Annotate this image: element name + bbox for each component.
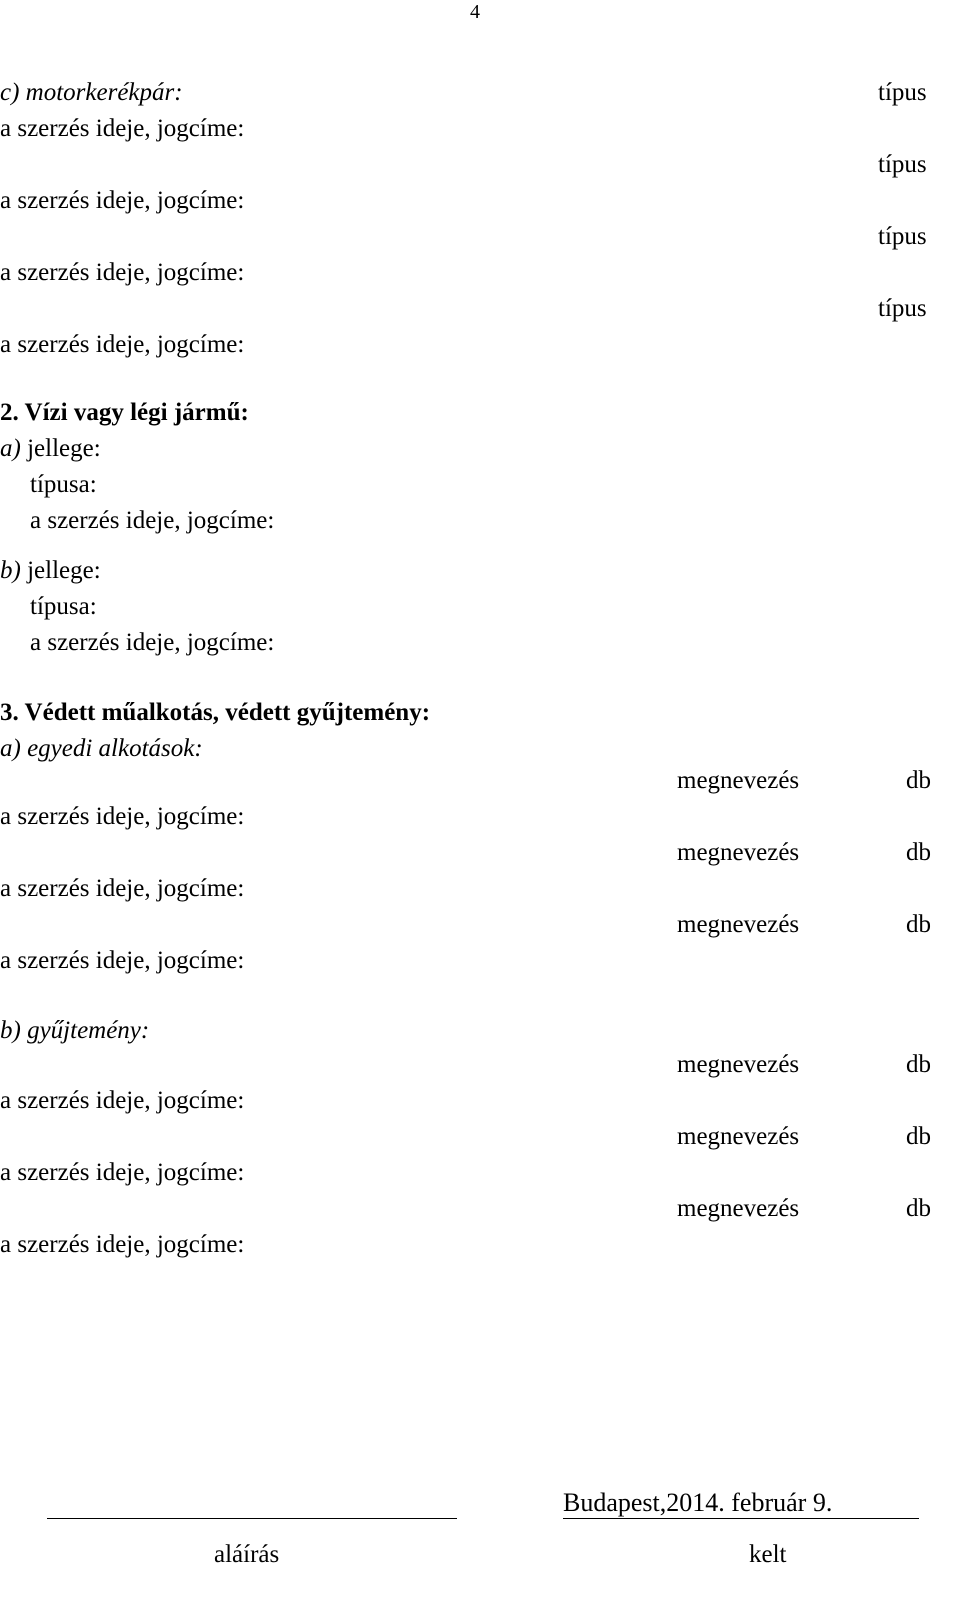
artwork-name-label: megnevezés (677, 911, 800, 938)
signature-line (47, 1518, 457, 1519)
collection-acquisition-label: a szerzés ideje, jogcíme: (0, 1159, 245, 1186)
motorcycle-acquisition-label: a szerzés ideje, jogcíme: (0, 115, 245, 142)
collection-name-label: megnevezés (677, 1123, 800, 1150)
individual-works-subheading: a) egyedi alkotások: (0, 735, 203, 762)
place-date-text: Budapest,2014. február 9. (563, 1488, 833, 1517)
collection-subheading: b) gyűjtemény: (0, 1017, 150, 1044)
date-line (563, 1518, 919, 1519)
collection-count-label: db (906, 1123, 931, 1150)
collection-name-label: megnevezés (677, 1195, 800, 1222)
vessel-type-label: típusa: (30, 471, 97, 498)
item-a-kind-label: jellege: (27, 435, 101, 462)
section-2-heading: 2. Vízi vagy légi jármű: (0, 399, 249, 426)
item-b-kind-label: jellege: (27, 557, 101, 584)
artwork-count-label: db (906, 911, 931, 938)
vessel-type-label: típusa: (30, 593, 97, 620)
item-b-prefix: b) (0, 557, 21, 584)
vessel-acquisition-label: a szerzés ideje, jogcíme: (30, 629, 275, 656)
collection-acquisition-label: a szerzés ideje, jogcíme: (0, 1087, 245, 1114)
motorcycle-acquisition-label: a szerzés ideje, jogcíme: (0, 187, 245, 214)
vessel-item-b (0, 558, 101, 583)
page-number: 4 (470, 1, 480, 23)
motorcycle-type-label: típus (878, 79, 927, 106)
artwork-count-label: db (906, 839, 931, 866)
signature-label: aláírás (214, 1541, 280, 1568)
vessel-acquisition-label: a szerzés ideje, jogcíme: (30, 507, 275, 534)
motorcycle-type-label: típus (878, 151, 927, 178)
motorcycle-heading: c) motorkerékpár: (0, 79, 183, 106)
collection-count-label: db (906, 1051, 931, 1078)
collection-count-label: db (906, 1195, 931, 1222)
motorcycle-acquisition-label: a szerzés ideje, jogcíme: (0, 259, 245, 286)
date-label: kelt (749, 1541, 787, 1568)
artwork-name-label: megnevezés (677, 839, 800, 866)
artwork-name-label: megnevezés (677, 767, 800, 794)
vessel-item-a (0, 436, 101, 461)
item-a-prefix: a) (0, 435, 21, 462)
artwork-count-label: db (906, 767, 931, 794)
artwork-acquisition-label: a szerzés ideje, jogcíme: (0, 875, 245, 902)
collection-name-label: megnevezés (677, 1051, 800, 1078)
motorcycle-type-label: típus (878, 295, 927, 322)
artwork-acquisition-label: a szerzés ideje, jogcíme: (0, 947, 245, 974)
collection-acquisition-label: a szerzés ideje, jogcíme: (0, 1231, 245, 1258)
artwork-acquisition-label: a szerzés ideje, jogcíme: (0, 803, 245, 830)
motorcycle-acquisition-label: a szerzés ideje, jogcíme: (0, 331, 245, 358)
motorcycle-type-label: típus (878, 223, 927, 250)
section-3-heading: 3. Védett műalkotás, védett gyűjtemény: (0, 699, 431, 726)
